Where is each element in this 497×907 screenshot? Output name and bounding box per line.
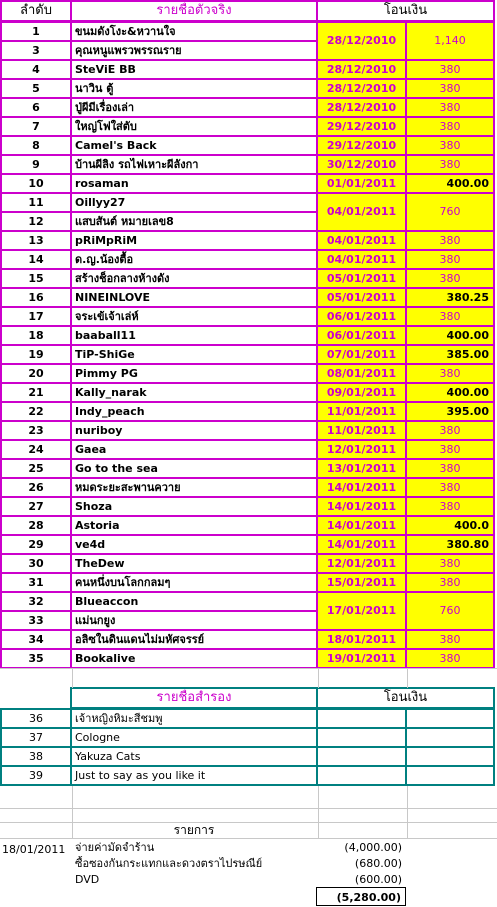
row-amount[interactable]: 400.00: [405, 382, 495, 403]
row-name[interactable]: นาวิน ตู้: [70, 78, 318, 99]
row-name[interactable]: Bookalive: [70, 648, 318, 669]
row-amount[interactable]: 380: [405, 116, 495, 137]
row-date[interactable]: 11/01/2011: [316, 401, 407, 422]
reserve-amount[interactable]: [405, 765, 495, 786]
row-date[interactable]: 05/01/2011: [316, 268, 407, 289]
row-order[interactable]: 21: [0, 382, 72, 403]
row-date[interactable]: 28/12/2010: [316, 97, 407, 118]
row-amount[interactable]: 380: [405, 78, 495, 99]
row-date[interactable]: 28/12/2010: [316, 21, 407, 61]
row-amount[interactable]: 380: [405, 249, 495, 270]
row-name[interactable]: Shoza: [70, 496, 318, 517]
row-date[interactable]: 04/01/2011: [316, 249, 407, 270]
row-amount[interactable]: 380: [405, 496, 495, 517]
row-order[interactable]: 3: [0, 40, 72, 61]
row-order[interactable]: 6: [0, 97, 72, 118]
row-date[interactable]: 04/01/2011: [316, 230, 407, 251]
row-amount[interactable]: 380: [405, 230, 495, 251]
reserve-amount[interactable]: [405, 727, 495, 748]
row-order[interactable]: 10: [0, 173, 72, 194]
expense-amount[interactable]: (600.00): [354, 873, 402, 886]
row-order[interactable]: 5: [0, 78, 72, 99]
row-date[interactable]: 06/01/2011: [316, 306, 407, 327]
reserve-date[interactable]: [316, 746, 407, 767]
reserve-name[interactable]: Cologne: [70, 727, 318, 748]
row-order[interactable]: 8: [0, 135, 72, 156]
grid-line: [407, 786, 408, 838]
row-amount[interactable]: 380.80: [405, 534, 495, 555]
reserve-header-amount[interactable]: โอนเงิน: [316, 687, 495, 709]
row-date[interactable]: 04/01/2011: [316, 192, 407, 232]
row-order[interactable]: 27: [0, 496, 72, 517]
row-date[interactable]: 28/12/2010: [316, 59, 407, 80]
row-amount[interactable]: 380: [405, 420, 495, 441]
row-amount[interactable]: 380.25: [405, 287, 495, 308]
grid-line: [0, 668, 497, 669]
reserve-header-name[interactable]: รายชื่อสำรอง: [70, 687, 318, 709]
row-order[interactable]: 4: [0, 59, 72, 80]
row-order[interactable]: 9: [0, 154, 72, 175]
row-name[interactable]: Indy_peach: [70, 401, 318, 422]
row-amount[interactable]: 380: [405, 59, 495, 80]
row-order[interactable]: 20: [0, 363, 72, 384]
row-order[interactable]: 13: [0, 230, 72, 251]
row-order[interactable]: 31: [0, 572, 72, 593]
row-amount[interactable]: 1,140: [405, 21, 495, 61]
grid-line: [318, 786, 319, 838]
row-name[interactable]: คนหนึ่งบนโลกกลมๆ: [70, 572, 318, 593]
grid-line: [0, 838, 497, 839]
row-order[interactable]: 33: [0, 610, 72, 631]
row-amount[interactable]: 385.00: [405, 344, 495, 365]
row-name[interactable]: Astoria: [70, 515, 318, 536]
reserve-date[interactable]: [316, 727, 407, 748]
row-order[interactable]: 7: [0, 116, 72, 137]
row-amount[interactable]: 380: [405, 458, 495, 479]
row-amount[interactable]: 380: [405, 439, 495, 460]
grid-line: [0, 822, 497, 823]
row-date[interactable]: 19/01/2011: [316, 648, 407, 669]
row-amount[interactable]: 380: [405, 306, 495, 327]
reserve-order[interactable]: 36: [0, 708, 72, 729]
row-date[interactable]: 06/01/2011: [316, 325, 407, 346]
row-order[interactable]: 17: [0, 306, 72, 327]
row-date[interactable]: 28/12/2010: [316, 78, 407, 99]
expense-label[interactable]: จ่ายค่ามัดจำร้าน: [75, 841, 155, 854]
row-order[interactable]: 18: [0, 325, 72, 346]
row-date[interactable]: 15/01/2011: [316, 572, 407, 593]
row-order[interactable]: 26: [0, 477, 72, 498]
row-name[interactable]: แม่นกยูง: [70, 610, 318, 631]
row-order[interactable]: 1: [0, 21, 72, 42]
expense-amount[interactable]: (4,000.00): [344, 841, 402, 854]
row-name[interactable]: Gaea: [70, 439, 318, 460]
row-date[interactable]: 12/01/2011: [316, 553, 407, 574]
row-amount[interactable]: 380: [405, 154, 495, 175]
reserve-date[interactable]: [316, 765, 407, 786]
expense-amount[interactable]: (680.00): [354, 857, 402, 870]
row-amount[interactable]: 380: [405, 572, 495, 593]
row-name[interactable]: ด.ญ.น้องตื้อ: [70, 249, 318, 270]
row-order[interactable]: 28: [0, 515, 72, 536]
row-order[interactable]: 24: [0, 439, 72, 460]
row-name[interactable]: Camel's Back: [70, 135, 318, 156]
row-amount[interactable]: 380: [405, 135, 495, 156]
reserve-amount[interactable]: [405, 708, 495, 729]
row-name[interactable]: Pimmy PG: [70, 363, 318, 384]
row-name[interactable]: หมดระยะสะพานควาย: [70, 477, 318, 498]
reserve-name[interactable]: Just to say as you like it: [70, 765, 318, 786]
grid-line: [407, 668, 408, 688]
row-order[interactable]: 29: [0, 534, 72, 555]
grid-line: [318, 668, 319, 688]
row-date[interactable]: 07/01/2011: [316, 344, 407, 365]
row-name[interactable]: TiP-ShiGe: [70, 344, 318, 365]
row-amount[interactable]: 760: [405, 192, 495, 232]
reserve-date[interactable]: [316, 708, 407, 729]
row-amount[interactable]: 400.00: [405, 325, 495, 346]
row-date[interactable]: 08/01/2011: [316, 363, 407, 384]
expense-label[interactable]: ซื้อซองกันกระแทกและดวงตราไปรษณีย์: [75, 857, 263, 870]
row-date[interactable]: 29/12/2010: [316, 135, 407, 156]
reserve-amount[interactable]: [405, 746, 495, 767]
row-amount[interactable]: 380: [405, 477, 495, 498]
row-order[interactable]: 30: [0, 553, 72, 574]
row-date[interactable]: 12/01/2011: [316, 439, 407, 460]
row-order[interactable]: 14: [0, 249, 72, 270]
row-name[interactable]: ve4d: [70, 534, 318, 555]
row-name[interactable]: ปู่ผีมีเรื่องเล่า: [70, 97, 318, 118]
row-name[interactable]: คุณหนูแพรวพรรณราย: [70, 40, 318, 61]
row-name[interactable]: แสบสันต์ หมายเลข8: [70, 211, 318, 232]
expenses-title[interactable]: รายการ: [173, 823, 215, 837]
row-date[interactable]: 09/01/2011: [316, 382, 407, 403]
row-name[interactable]: สร้างช็อกลางห้างดัง: [70, 268, 318, 289]
row-order[interactable]: 23: [0, 420, 72, 441]
row-amount[interactable]: 380: [405, 553, 495, 574]
row-date[interactable]: 13/01/2011: [316, 458, 407, 479]
row-name[interactable]: nuriboy: [70, 420, 318, 441]
row-date[interactable]: 05/01/2011: [316, 287, 407, 308]
row-amount[interactable]: 380: [405, 648, 495, 669]
expenses-total[interactable]: (5,280.00): [316, 887, 406, 906]
grid-line: [72, 786, 73, 838]
row-amount[interactable]: 760: [405, 591, 495, 631]
row-order[interactable]: 22: [0, 401, 72, 422]
row-order[interactable]: 34: [0, 629, 72, 650]
header-name[interactable]: รายชื่อตัวจริง: [70, 0, 318, 22]
reserve-order[interactable]: 37: [0, 727, 72, 748]
row-name[interactable]: NINEINLOVE: [70, 287, 318, 308]
header-amount[interactable]: โอนเงิน: [316, 0, 495, 22]
row-amount[interactable]: 380: [405, 363, 495, 384]
row-order[interactable]: 25: [0, 458, 72, 479]
row-name[interactable]: Go to the sea: [70, 458, 318, 479]
row-name[interactable]: TheDew: [70, 553, 318, 574]
row-date[interactable]: 11/01/2011: [316, 420, 407, 441]
grid-line: [72, 668, 73, 688]
row-name[interactable]: baaball11: [70, 325, 318, 346]
row-date[interactable]: 01/01/2011: [316, 173, 407, 194]
row-date[interactable]: 17/01/2011: [316, 591, 407, 631]
expenses-date[interactable]: 18/01/2011: [2, 843, 66, 856]
row-name[interactable]: ใหญ่โฟใส่ตับ: [70, 116, 318, 137]
reserve-order[interactable]: 39: [0, 765, 72, 786]
row-name[interactable]: บ้านผีลิง รถไฟเหาะผีลังกา: [70, 154, 318, 175]
row-name[interactable]: rosaman: [70, 173, 318, 194]
expense-label[interactable]: DVD: [75, 873, 100, 886]
row-date[interactable]: 14/01/2011: [316, 534, 407, 555]
row-date[interactable]: 14/01/2011: [316, 496, 407, 517]
row-amount[interactable]: 400.0: [405, 515, 495, 536]
row-order[interactable]: 35: [0, 648, 72, 669]
row-order[interactable]: 11: [0, 192, 72, 213]
row-amount[interactable]: 400.00: [405, 173, 495, 194]
row-amount[interactable]: 380: [405, 629, 495, 650]
row-date[interactable]: 14/01/2011: [316, 477, 407, 498]
row-amount[interactable]: 380: [405, 268, 495, 289]
row-order[interactable]: 12: [0, 211, 72, 232]
row-name[interactable]: อลิซในดินแดนไม่มหัศจรรย์: [70, 629, 318, 650]
row-order[interactable]: 15: [0, 268, 72, 289]
row-name[interactable]: Oillyy27: [70, 192, 318, 213]
row-order[interactable]: 32: [0, 591, 72, 612]
reserve-name[interactable]: Yakuza Cats: [70, 746, 318, 767]
row-name[interactable]: Kally_narak: [70, 382, 318, 403]
reserve-name[interactable]: เจ้าหญิงหิมะสีชมพู: [70, 708, 318, 729]
grid-line: [0, 808, 497, 809]
row-name[interactable]: ขนมดังโงะ&หวานใจ: [70, 21, 318, 42]
row-name[interactable]: pRiMpRiM: [70, 230, 318, 251]
reserve-order[interactable]: 38: [0, 746, 72, 767]
row-amount[interactable]: 380: [405, 97, 495, 118]
row-order[interactable]: 19: [0, 344, 72, 365]
row-date[interactable]: 14/01/2011: [316, 515, 407, 536]
row-date[interactable]: 18/01/2011: [316, 629, 407, 650]
header-order[interactable]: ลำดับ: [0, 0, 72, 22]
row-amount[interactable]: 395.00: [405, 401, 495, 422]
row-date[interactable]: 29/12/2010: [316, 116, 407, 137]
row-date[interactable]: 30/12/2010: [316, 154, 407, 175]
row-order[interactable]: 16: [0, 287, 72, 308]
row-name[interactable]: Blueaccon: [70, 591, 318, 612]
row-name[interactable]: จระเข้เจ้าเล่ห์: [70, 306, 318, 327]
row-name[interactable]: SteViE BB: [70, 59, 318, 80]
